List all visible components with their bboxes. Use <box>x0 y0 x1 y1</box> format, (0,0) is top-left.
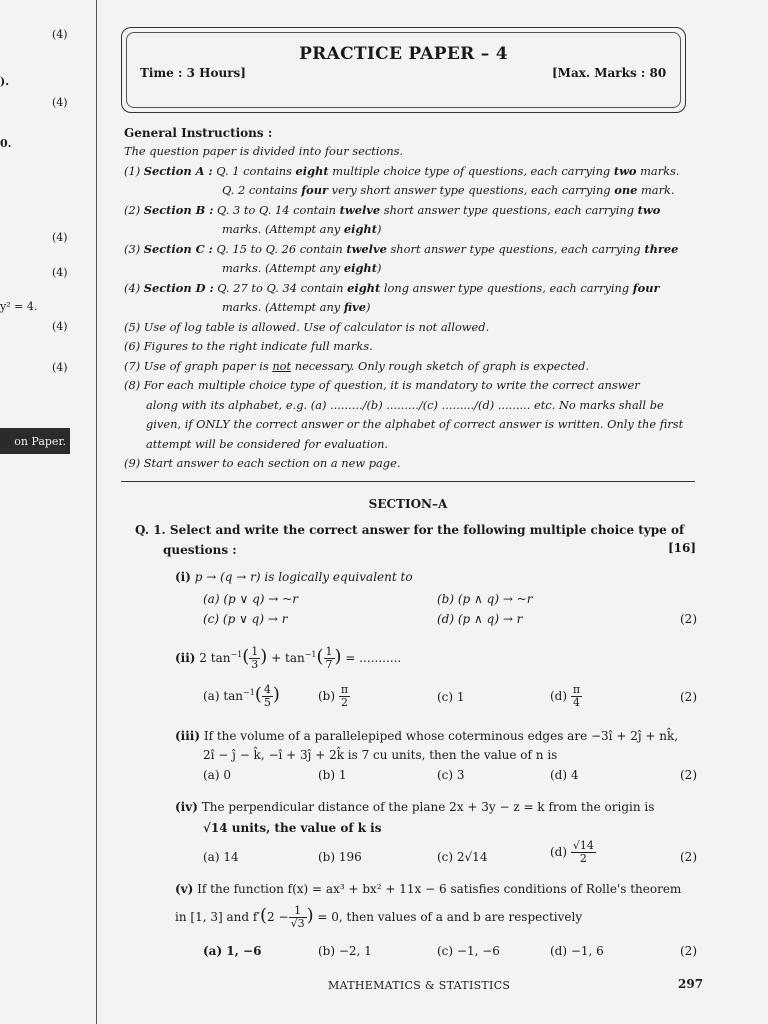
page-number: 297 <box>678 977 704 991</box>
left-paper-label: on Paper. <box>0 428 70 454</box>
option-v-a: (a) 1, −6 <box>203 944 262 958</box>
question-iv-marks: (2) <box>680 850 697 864</box>
instruction-1: (1) Section A : Q. 1 contains eight multiple choice type of questions, each carrying two marks. Q. 2 contains four very short answer type questions, each carrying one mark. <box>124 163 680 197</box>
option-i-a: (a) (p ∨ q) → ~r <box>203 592 298 606</box>
left-mark: (4) <box>52 231 68 244</box>
option-iii-a: (a) 0 <box>203 768 231 782</box>
option-iv-c: (c) 2√14 <box>437 850 488 864</box>
option-iii-d: (d) 4 <box>550 768 579 782</box>
left-mark: (4) <box>52 361 68 374</box>
question-v-marks: (2) <box>680 944 697 958</box>
instruction-3: (3) Section C : Q. 15 to Q. 26 contain twelve short answer type questions, each carrying three marks. (Attempt any eight) <box>124 241 679 275</box>
option-i-c: (c) (p ∨ q) → r <box>203 612 288 626</box>
question-1: Q. 1. Select and write the correct answer for the following multiple choice type of questions : <box>135 523 685 557</box>
option-ii-b: (b) $\frac{\pi}{2}$ <box>318 683 349 709</box>
instruction-9: (9) Start answer to each section on a new page. <box>124 456 401 470</box>
max-marks-label: [Max. Marks : 80 <box>552 66 667 80</box>
option-ii-a: (a) $\tan^{-1}$( $\frac{4}{5}$ ) <box>203 683 280 709</box>
question-i-marks: (2) <box>680 612 697 626</box>
left-mark: (4) <box>52 266 68 279</box>
page-divider-line <box>96 0 97 1024</box>
option-iv-b: (b) 196 <box>318 850 362 864</box>
option-iv-d: (d) $\frac{√14}{2}$ <box>550 839 594 865</box>
section-title: SECTION–A <box>368 497 448 511</box>
left-fragment: y² = 4. <box>0 300 38 313</box>
question-iii-stem: (iii) If the volume of a parallelepiped whose coterminous edges are −3î + 2ĵ + nk̂, <box>175 729 679 743</box>
option-iv-a: (a) 14 <box>203 850 239 864</box>
option-i-b: (b) (p ∧ q) → ~r <box>437 592 533 606</box>
option-ii-c: (c) 1 <box>437 690 465 704</box>
question-iv-stem: (iv) The perpendicular distance of the plane 2x + 3y − z = k from the origin is <box>175 800 655 814</box>
question-ii-marks: (2) <box>680 690 697 704</box>
section-rule <box>121 481 695 482</box>
time-label: Time : 3 Hours] <box>140 66 246 80</box>
option-ii-d: (d) $\frac{\pi}{4}$ <box>550 683 581 709</box>
left-mark: (4) <box>52 320 68 333</box>
paper-title: PRACTICE PAPER – 4 <box>299 44 508 64</box>
option-v-b: (b) −2, 1 <box>318 944 372 958</box>
instruction-7: (7) Use of graph paper is not necessary. Only rough sketch of graph is expected. <box>124 358 590 373</box>
question-ii-stem: (ii) 2 $\tan^{-1}$( $\frac{1}{3}$ ) + $\tan^{-1}$( $\frac{1}{7}$ ) = ........... <box>175 645 402 671</box>
question-iv-line2: √14 units, the value of k is <box>203 821 382 835</box>
question-iii-marks: (2) <box>680 768 697 782</box>
instruction-8: (8) For each multiple choice type of question, it is mandatory to write the correct answer along with its alphabet, e.g. (a) ........./(b) ........./(c) ........./(d) ......... etc. No marks shall be given, if ONLY the correct answer or the alphabet of correct answer is written. Only the first attempt will be considered for evaluation. <box>124 378 684 451</box>
instruction-4: (4) Section D : Q. 27 to Q. 34 contain eight long answer type questions, each carrying four marks. (Attempt any five) <box>124 280 660 314</box>
option-v-c: (c) −1, −6 <box>437 944 500 958</box>
instruction-intro: The question paper is divided into four sections. <box>124 144 404 158</box>
instructions-list <box>124 142 694 474</box>
left-fragment: ). <box>0 75 10 88</box>
left-mark: (4) <box>52 28 68 41</box>
instruction-5: (5) Use of log table is allowed. Use of calculator is not allowed. <box>124 319 490 334</box>
question-1-marks: [16] <box>668 541 697 555</box>
left-mark: (4) <box>52 96 68 109</box>
option-i-d: (d) (p ∧ q) → r <box>437 612 523 626</box>
instruction-6: (6) Figures to the right indicate full marks. <box>124 339 373 353</box>
question-i-stem: (i) p → (q → r) is logically equivalent to <box>175 570 413 584</box>
option-iii-b: (b) 1 <box>318 768 347 782</box>
footer-subject: MATHEMATICS & STATISTICS <box>328 979 511 992</box>
instructions-heading: General Instructions : <box>124 126 273 140</box>
left-fragment: 0. <box>0 137 12 150</box>
option-v-d: (d) −1, 6 <box>550 944 604 958</box>
question-v-line2: in [1, 3] and f′(2 − $\frac{1}{√3}$ ) = 0, then values of a and b are respectively <box>175 904 583 930</box>
left-page-strip <box>0 0 98 1024</box>
instruction-2: (2) Section B : Q. 3 to Q. 14 contain twelve short answer type questions, each carrying two marks. (Attempt any eight) <box>124 202 661 236</box>
question-iii-line2: 2î − ĵ − k̂, −î + 3ĵ + 2k̂ is 7 cu units, then the value of n is <box>203 748 558 762</box>
option-iii-c: (c) 3 <box>437 768 465 782</box>
question-v-stem: (v) If the function f(x) = ax³ + bx² + 11x − 6 satisfies conditions of Rolle's theorem <box>175 882 682 896</box>
